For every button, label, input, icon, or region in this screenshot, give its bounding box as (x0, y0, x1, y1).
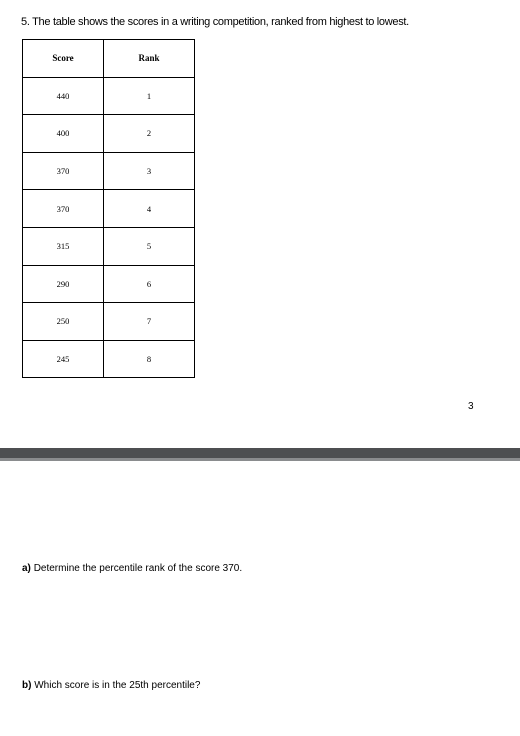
table-row (23, 77, 195, 115)
rank-cell: 2 (104, 115, 195, 153)
rank-cell: 1 (104, 77, 195, 115)
rank-cell: 5 (104, 227, 195, 265)
document-page-lower (0, 461, 520, 736)
table-row (23, 303, 195, 341)
score-cell: 370 (23, 190, 104, 228)
score-cell: 370 (23, 152, 104, 190)
rank-cell: 8 (104, 340, 195, 378)
header-rank: Rank (104, 40, 195, 78)
table-header-row (23, 40, 195, 78)
score-cell: 440 (23, 77, 104, 115)
score-cell: 245 (23, 340, 104, 378)
table-row (23, 227, 195, 265)
part-b-label: b) (22, 680, 32, 691)
score-cell: 315 (23, 227, 104, 265)
table-row (23, 340, 195, 378)
part-b-text: Which score is in the 25th percentile? (34, 680, 201, 691)
score-cell: 250 (23, 303, 104, 341)
score-cell: 290 (23, 265, 104, 303)
table-row (23, 115, 195, 153)
question-title: 5. The table shows the scores in a writing competition, ranked from highest to lowest. (21, 16, 409, 28)
part-b-question (22, 680, 200, 691)
part-a-label: a) (22, 563, 31, 574)
table-row (23, 190, 195, 228)
rank-cell: 3 (104, 152, 195, 190)
rank-cell: 7 (104, 303, 195, 341)
rank-cell: 4 (104, 190, 195, 228)
rank-cell: 6 (104, 265, 195, 303)
part-a-question (22, 563, 242, 574)
table-row (23, 152, 195, 190)
header-score: Score (23, 40, 104, 78)
page-number: 3 (468, 401, 474, 412)
score-cell: 400 (23, 115, 104, 153)
table-row (23, 265, 195, 303)
page-separator (0, 448, 520, 461)
scores-table (22, 39, 195, 378)
part-a-text: Determine the percentile rank of the score 370. (33, 563, 243, 574)
